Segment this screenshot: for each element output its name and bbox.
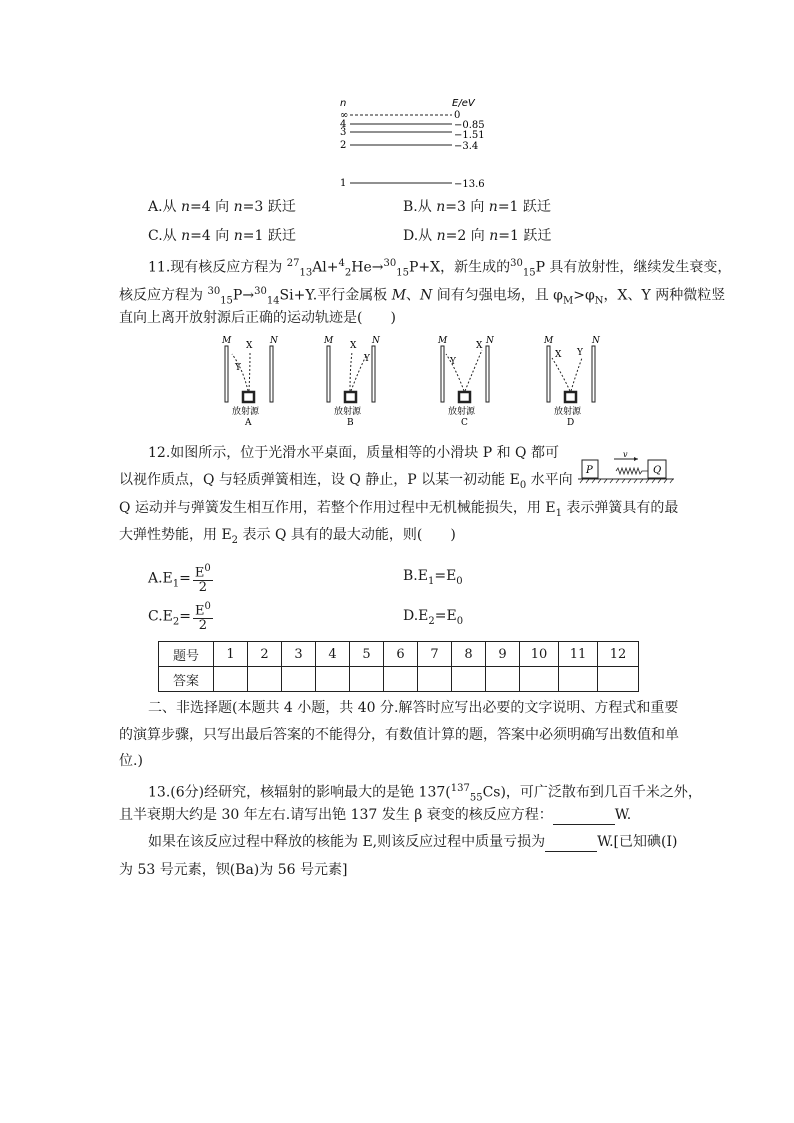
level-energy: −3.4: [454, 141, 479, 152]
answer-cell[interactable]: [598, 667, 639, 692]
plate-m-label: M: [438, 336, 448, 346]
plate-m: [441, 346, 444, 402]
option-label: A: [245, 418, 252, 426]
question-number: 3: [282, 642, 316, 667]
q13-line-1: 13.(6分)经研究，核辐射的影响最大的是铯 137($^{137}_{55}$Cs)，可广泛散布到几百千米之外，: [148, 783, 702, 804]
q12-option-d: $D.E_2=E_0$: [403, 608, 464, 627]
plate-n-label: N: [486, 336, 494, 346]
question-number: 7: [418, 642, 452, 667]
q12-line-4: 大弹性势能，用 $E_2$ 表示 Q 具有的最大动能，则( ): [119, 527, 456, 546]
question-number: 5: [350, 642, 384, 667]
q12-option-b: $B.E_1=E_0$: [403, 568, 463, 587]
answer-cell[interactable]: [418, 667, 452, 692]
q13-line-4: 为 53 号元素，钡(Ba)为 56 号元素]: [119, 862, 348, 878]
answer-cell[interactable]: [384, 667, 418, 692]
plate-m-label: M: [222, 336, 232, 346]
q11-line-3: 直向上离开放射源后正确的运动轨迹是( ): [119, 310, 396, 326]
radiation-source: [459, 392, 470, 402]
level-3: [340, 127, 485, 141]
question-number: 10: [520, 642, 559, 667]
velocity-label: v: [623, 450, 628, 459]
particle-y-label: Y: [450, 357, 456, 367]
q13-line-3: 如果在该反应过程中释放的核能为 E,则该反应过程中质量亏损为 W.[已知碘(I): [148, 834, 678, 850]
section2-line-1: 二、非选择题(本题共 4 小题，共 40 分.解答时应写出必要的文字说明、方程式和重要: [148, 700, 679, 716]
q10-option-b: B.从 n=3 向 n=1 跃迁: [403, 199, 551, 215]
section2-line-3: 位.): [119, 753, 143, 769]
level-inf: [340, 110, 460, 121]
answer-cell[interactable]: [559, 667, 598, 692]
particle-x-label: X: [555, 350, 562, 360]
answer-cell[interactable]: [350, 667, 384, 692]
particle-y-label: Y: [235, 363, 241, 373]
q12-line-1: 12.如图所示，位于光滑水平桌面，质量相等的小滑块 P 和 Q 都可: [148, 445, 559, 461]
source-label: 放射源: [554, 407, 582, 417]
plate-n: [592, 346, 595, 402]
question-number: 6: [384, 642, 418, 667]
option-label: C: [461, 418, 468, 426]
q12-line-3: Q 运动并与弹簧发生相互作用，若整个作用过程中无机械能损失，用 $E_1$ 表示弹簧具有的最: [119, 500, 679, 519]
particle-y-label: Y: [364, 354, 370, 364]
q12-option-a: $A.E_1=$ $\frac{E^0}{2}$: [148, 563, 211, 596]
answer-cell[interactable]: [214, 667, 248, 692]
spring: [616, 468, 648, 474]
option-label: D: [567, 418, 575, 426]
radiation-source: [345, 392, 356, 402]
q11-line-2: 核反应方程为 $^{30}_{15}$P→$^{30}_{14}$Si+Y.平行金属板 M、N 间有匀强电场，且 $\varphi_M>\varphi_N$，X、Y 两种微粒竖: [119, 286, 726, 307]
level-n: 1: [340, 178, 347, 189]
answer-cell[interactable]: [486, 667, 520, 692]
plate-m: [225, 346, 228, 402]
q11-diagram-a: [218, 334, 280, 426]
q11-diagram-b: [320, 334, 382, 426]
n-axis-header: n: [340, 98, 347, 109]
question-number: 1: [214, 642, 248, 667]
answer-row: [159, 667, 639, 692]
plate-m-label: M: [544, 336, 554, 346]
plate-m-label: M: [324, 336, 334, 346]
q11-diagram-c: [432, 334, 494, 426]
plate-n-label: N: [270, 336, 278, 346]
block-p-label: P: [586, 465, 593, 476]
q12-line-2: 以视作质点，Q 与轻质弹簧相连，设 Q 静止，P 以某一初动能 $E_0$ 水平向: [119, 472, 573, 491]
answer-cell[interactable]: [452, 667, 486, 692]
answer-cell[interactable]: [520, 667, 559, 692]
level-2: [340, 140, 478, 152]
q13-line-2: 且半衰期大约是 30 年左右.请写出铯 137 发生 β 衰变的核反应方程： W.: [119, 807, 632, 823]
answer-cell[interactable]: [316, 667, 350, 692]
question-number: 12: [598, 642, 639, 667]
option-label: B: [347, 418, 354, 426]
question-number: 2: [248, 642, 282, 667]
plate-n: [270, 346, 273, 402]
question-number-row: [159, 642, 639, 667]
level-n: ∞: [340, 110, 349, 121]
energy-axis-header: E/eV: [452, 98, 475, 109]
plate-m: [547, 346, 550, 402]
source-label: 放射源: [334, 407, 362, 417]
block-q-label: Q: [653, 465, 662, 476]
answer-cell[interactable]: [248, 667, 282, 692]
row-label: 答案: [159, 667, 214, 692]
row-label: 题号: [159, 642, 214, 667]
particle-x-label: X: [246, 341, 253, 351]
q12-spring-figure: [576, 449, 676, 489]
answer-table: [158, 641, 639, 692]
plate-m: [327, 346, 330, 402]
level-energy: 0: [454, 110, 461, 121]
level-n: 4: [340, 119, 347, 130]
level-1: [340, 178, 485, 190]
plate-n: [486, 346, 489, 402]
particle-y-label: Y: [577, 348, 583, 358]
level-energy: −1.51: [454, 130, 485, 141]
radiation-source: [243, 392, 254, 402]
question-number: 11: [559, 642, 598, 667]
q10-option-c: C.从 n=4 向 n=1 跃迁: [148, 228, 296, 244]
particle-x-label: X: [350, 341, 357, 351]
q11-line-1: 11.现有核反应方程为 $^{27}_{13}$Al+$^4_2$He→$^{30}_{15}$P+X，新生成的$^{30}_{15}$P 具有放射性，继续发生衰变，: [148, 258, 732, 279]
plate-n-label: N: [592, 336, 600, 346]
q10-option-d: D.从 n=2 向 n=1 跃迁: [403, 228, 552, 244]
question-number: 9: [486, 642, 520, 667]
level-n: 3: [340, 127, 347, 138]
particle-x-label: X: [476, 341, 483, 351]
level-n: 2: [340, 140, 347, 151]
answer-blank[interactable]: [553, 824, 615, 825]
plate-n-label: N: [372, 336, 380, 346]
question-number: 4: [316, 642, 350, 667]
level-energy: −13.6: [454, 179, 485, 190]
answer-blank[interactable]: [545, 851, 597, 852]
section2-line-2: 的演算步骤，只写出最后答案的不能得分，有数值计算的题，答案中必须明确写出数值和单: [119, 727, 679, 743]
radiation-source: [565, 392, 576, 402]
plate-n: [372, 346, 375, 402]
source-label: 放射源: [448, 407, 476, 417]
q12-option-c: $C.E_2=$ $\frac{E^0}{2}$: [148, 601, 211, 634]
energy-level-diagram: [336, 94, 486, 194]
answer-cell[interactable]: [282, 667, 316, 692]
question-number: 8: [452, 642, 486, 667]
level-energy: −0.85: [454, 120, 485, 131]
q10-option-a: A.从 n=4 向 n=3 跃迁: [148, 199, 296, 215]
q11-diagram-d: [540, 334, 602, 426]
source-label: 放射源: [232, 407, 260, 417]
